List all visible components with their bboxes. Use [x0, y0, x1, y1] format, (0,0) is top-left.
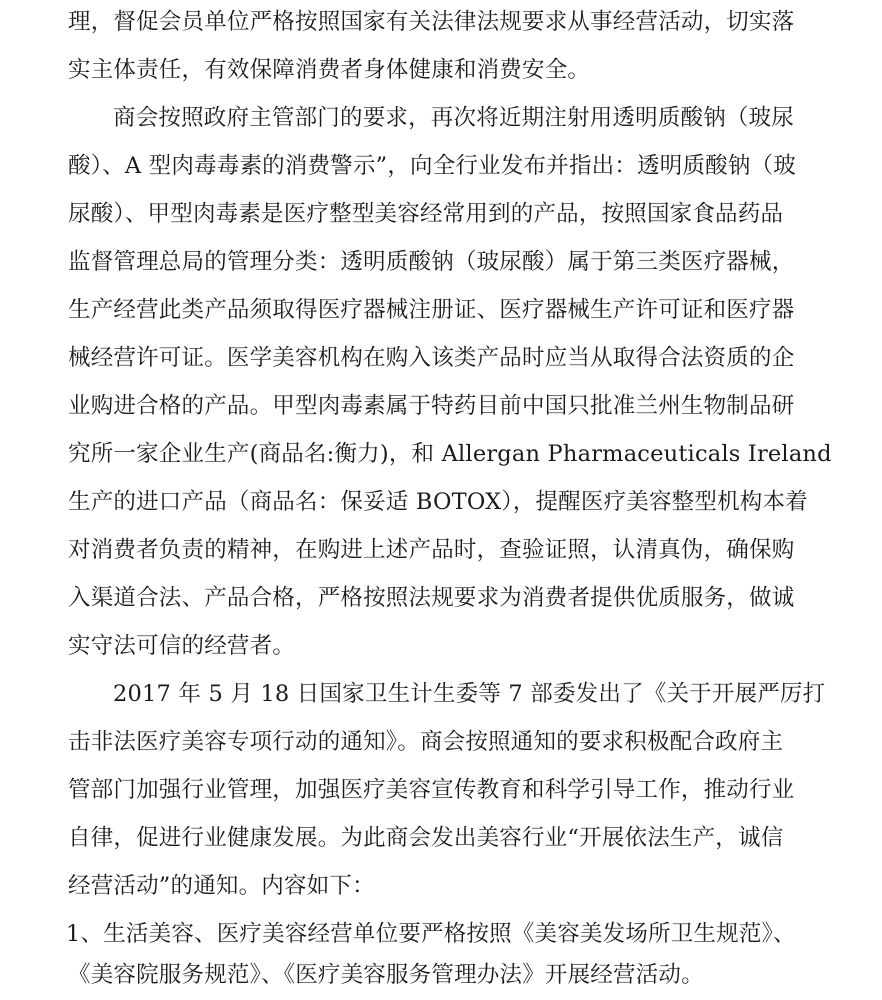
text-line: 经营活动”的通知。内容如下： [68, 873, 375, 899]
text-line: 实守法可信的经营者。 [68, 633, 296, 659]
text-line: 理，督促会员单位严格按照国家有关法律法规要求从事经营活动，切实落 [68, 9, 795, 35]
text-line: 实主体责任，有效保障消费者身体健康和消费安全。 [68, 57, 591, 83]
text-line: 酸）、A 型肉毒毒素的消费警示”，向全行业发布并指出：透明质酸钠（玻 [68, 153, 796, 179]
text-line: 械经营许可证。医学美容机构在购入该类产品时应当从取得合法资质的企 [68, 345, 795, 371]
paragraph-start-line: 商会按照政府主管部门的要求，再次将近期注射用透明质酸钠（玻尿 [113, 105, 795, 131]
paragraph-start-line: 2017 年 5 月 18 日国家卫生计生委等 7 部委发出了《关于开展严厉打 [113, 681, 826, 707]
text-line: 生产经营此类产品须取得医疗器械注册证、医疗器械生产许可证和医疗器 [68, 297, 795, 323]
text-line: 生产的进口产品（商品名：保妥适 BOTOX），提醒医疗美容整型机构本着 [68, 489, 808, 515]
text-line: 对消费者负责的精神，在购进上述产品时，查验证照，认清真伪，确保购 [68, 537, 795, 563]
text-line: 自律，促进行业健康发展。为此商会发出美容行业“开展依法生产，诚信 [68, 825, 784, 851]
text-line: 究所一家企业生产(商品名:衡力)，和 Allergan Pharmaceuticals Ireland [68, 441, 832, 467]
text-line: 击非法医疗美容专项行动的通知》。商会按照通知的要求积极配合政府主 [68, 729, 784, 755]
text-line: 业购进合格的产品。甲型肉毒素属于特药目前中国只批准兰州生物制品研 [68, 393, 795, 419]
text-line: 监督管理总局的管理分类：透明质酸钠（玻尿酸）属于第三类医疗器械， [68, 249, 795, 275]
list-item-line: 1、生活美容、医疗美容经营单位要严格按照《美容美发场所卫生规范》、 [66, 921, 796, 947]
text-line: 管部门加强行业管理，加强医疗美容宣传教育和科学引导工作，推动行业 [68, 777, 795, 803]
list-item-line: 《美容院服务规范》、《医疗美容服务管理办法》开展经营活动。 [68, 962, 704, 988]
text-line: 入渠道合法、产品合格，严格按照法规要求为消费者提供优质服务，做诚 [68, 585, 795, 611]
text-line: 尿酸）、甲型肉毒素是医疗整型美容经常用到的产品，按照国家食品药品 [68, 201, 784, 227]
